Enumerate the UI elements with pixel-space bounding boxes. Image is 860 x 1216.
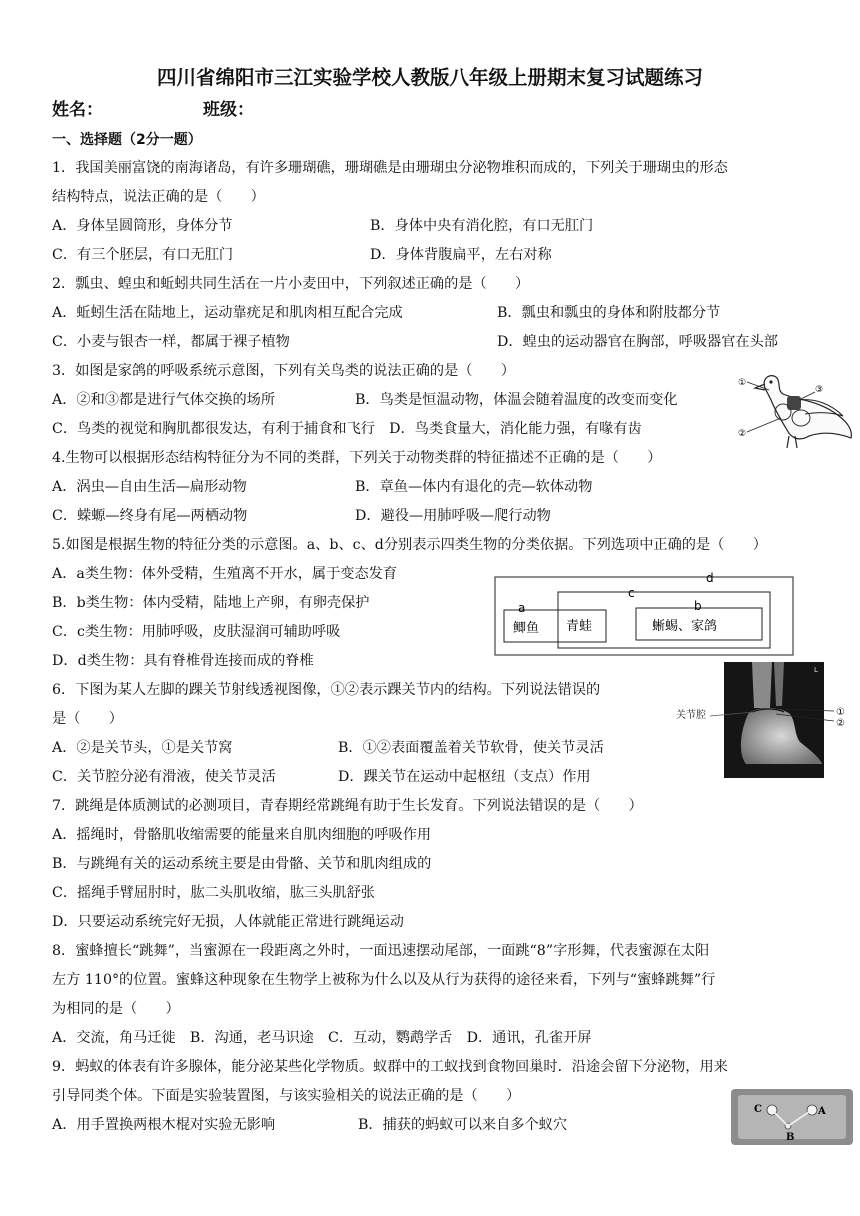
tibia-bone [752,662,772,708]
q3-options-c-d: C．鸟类的视觉和胸肌都很发达，有利于捕食和飞行 D．鸟类食量大，消化能力强，有喙有齿 [52,421,642,437]
question-5-stem: 5.如图是根据生物的特征分类的示意图。a、b、c、d分别表示四类生物的分类依据。下列选项中正确的是（ ） [52,537,767,553]
q2-option-b: B．瓢虫和瓢虫的身体和附肢都分节 [497,305,721,321]
q5-option-c: C．c类生物：用肺呼吸，皮肤湿润可辅助呼吸 [52,624,341,640]
page-title: 四川省绵阳市三江实验学校人教版八年级上册期末复习试题练习 [156,66,703,89]
question-8-stem-cont: 左方 110°的位置。蜜蜂这种现象在生物学上被称为什么以及从行为获得的途径来看，下列与“蜜蜂跳舞”行 [52,972,716,988]
label-1: ① [738,378,747,388]
pigeon-legs [787,436,797,448]
question-3-stem: 3．如图是家鸽的呼吸系统示意图，下列有关鸟类的说法正确的是（ ） [52,363,516,379]
frog-label: 青蛙 [566,619,593,634]
label-b: b [694,599,702,613]
question-7-stem: 7．跳绳是体质测试的必测项目，青春期经常跳绳有助于生长发育。下列说法错误的是（ ） [52,798,643,814]
classification-figure [494,570,794,656]
section-heading: 一、选择题（2分一题） [52,132,202,148]
q1-option-a: A．身体呈圆筒形，身体分节 [52,218,233,234]
q6-option-d: D．踝关节在运动中起枢纽（支点）作用 [338,769,591,785]
q6-option-b: B．①②表面覆盖着关节软骨，使关节灵活 [338,740,604,756]
name-label: 姓名： [52,100,103,120]
question-8-stem: 8．蜜蜂擅长“跳舞”，当蜜源在一段距离之外时，一面迅速摆动尾部，一面跳“8”字形舞，代表蜜源在太阳 [52,943,710,959]
q4-option-b: B．章鱼—体内有退化的壳—软体动物 [355,479,593,495]
q7-option-d: D．只要运动系统完好无损，人体就能正常进行跳绳运动 [52,914,404,930]
q3-option-b: B．鸟类是恒温动物，体温会随着温度的改变而变化 [355,392,678,408]
label-2: ② [738,429,747,439]
question-1-stem-cont: 结构特点，说法正确的是（ ） [52,189,265,205]
q7-option-c: C．摇绳手臂屈肘时，肱二头肌收缩，肱三头肌舒张 [52,885,375,901]
label-3: ③ [815,385,824,395]
box-d [495,577,793,655]
pigeon-eye [769,380,772,383]
pointer-3 [799,392,815,400]
label-a: a [518,601,526,615]
question-9-stem: 9．蚂蚁的体表有许多腺体，能分泌某些化学物质。蚁群中的工蚁找到食物回巢时．沿途会留下分泌物，用来 [52,1059,728,1075]
question-4-stem: 4.生物可以根据形态结构特征分为不同的类群，下列关于动物类群的特征描述不正确的是（ ） [52,450,662,466]
lizard-pigeon-label: 蜥蜴、家鸽 [652,619,718,634]
label-2: ② [836,718,845,729]
question-1-stem: 1．我国美丽富饶的南海诸岛，有许多珊瑚礁，珊瑚礁是由珊瑚虫分泌物堆积而成的，下列关于珊瑚虫的形态 [52,160,728,176]
q9-option-b: B．捕获的蚂蚁可以来自多个蚁穴 [358,1117,568,1133]
q1-option-b: B．身体中央有消化腔，有口无肛门 [370,218,594,234]
side-marker: L [814,666,818,674]
q5-option-b: B．b类生物：体内受精，陆地上产卵，有卵壳保护 [52,595,370,611]
label-d: d [706,571,714,585]
q5-option-a: A．a类生物：体外受精，生殖离不开水，属于变态发育 [52,566,398,582]
q8-options: A．交流，角马迁徙 B．沟通，老马识途 C．互动，鹦鹉学舌 D．通讯，孔雀开屏 [52,1030,592,1046]
q3-option-a: A．②和③都是进行气体交换的场所 [52,392,276,408]
question-6-stem: 6．下图为某人左脚的踝关节射线透视图像，①②表示踝关节内的结构。下列说法错误的 [52,682,601,698]
q4-option-d: D．避役—用肺呼吸—爬行动物 [355,508,551,524]
question-2-stem: 2．瓢虫、蝗虫和蚯蚓共同生活在一片小麦田中，下列叙述正确的是（ ） [52,276,530,292]
q2-option-a: A．蚯蚓生活在陆地上，运动靠疣足和肌肉相互配合完成 [52,305,403,321]
pigeon-lung [787,396,801,410]
q2-option-c: C．小麦与银杏一样，都属于裸子植物 [52,334,290,350]
q2-option-d: D．蝗虫的运动器官在胸部，呼吸器官在头部 [497,334,778,350]
label-b: B [786,1132,795,1143]
pointer-2 [747,418,781,432]
question-6-stem-cont: 是（ ） [52,711,123,727]
class-label: 班级： [203,100,254,120]
q6-option-a: A．②是关节头，①是关节窝 [52,740,233,756]
question-9-stem-cont: 引导同类个体。下面是实验装置图，与该实验相关的说法正确的是（ ） [52,1088,521,1104]
q5-option-d: D．d类生物：具有脊椎骨连接而成的脊椎 [52,653,314,669]
q7-option-a: A．摇绳时，骨骼肌收缩需要的能量来自肌肉细胞的呼吸作用 [52,827,432,843]
question-8-stem-end: 为相同的是（ ） [52,1001,180,1017]
label-c: c [628,586,635,600]
q1-option-c: C．有三个胚层，有口无肛门 [52,247,234,263]
q4-option-a: A．涡虫—自由生活—扁形动物 [52,479,247,495]
label-a: A [818,1106,826,1117]
q7-option-b: B．与跳绳有关的运动系统主要是由骨骼、关节和肌肉组成的 [52,856,432,872]
q9-option-a: A．用手置换两根木棍对实验无影响 [52,1117,276,1133]
joint-cavity-label: 关节腔 [676,710,706,721]
crucian-carp-label: 鲫鱼 [513,621,540,636]
pigeon-respiratory-figure [735,370,855,450]
q6-option-c: C．关节腔分泌有滑液，使关节灵活 [52,769,276,785]
q1-option-d: D．身体背腹扁平，左右对称 [370,247,552,263]
ant-experiment-figure [730,1088,854,1146]
q4-option-c: C．蝾螈—终身有尾—两栖动物 [52,508,248,524]
label-c: C [754,1104,762,1115]
ankle-xray-figure [710,662,850,778]
label-1: ① [836,707,845,718]
